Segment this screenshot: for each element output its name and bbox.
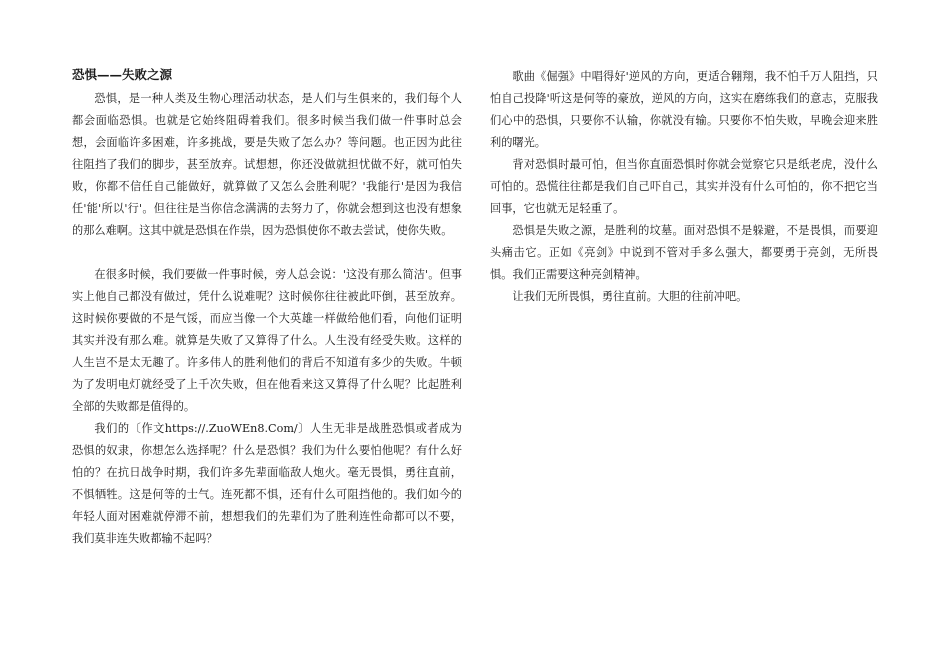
left-column bbox=[72, 66, 462, 550]
paragraph-gap bbox=[72, 242, 462, 264]
paragraph: 我们的〔作文https://.ZuoWEn8.Com/〕人生无非是战胜恐惧或者成为恐惧的奴隶，你想怎么选择呢？什么是恐惧？我们为什么要怕他呢？有什么好怕的？在抗日战争时期，我们许多先辈面临敌人炮火。毫无畏惧，勇往直前，不惧牺牲。这是何等的士气。连死都不惧，还有什么可阻挡他的。我们如今的年轻人面对困难就停滞不前，想想我们的先辈们为了胜利连性命都可以不要，我们莫非连失败都输不起吗？ bbox=[72, 422, 462, 545]
paragraph: 恐惧，是一种人类及生物心理活动状态，是人们与生俱来的，我们每个人都会面临恐惧。也就是它始终阻碍着我们。很多时候当我们做一件事时总会想，会面临许多困难，许多挑战，要是失败了怎么办？等问题。也正因为此往往阻挡了我们的脚步，甚至放弃。试想想，你还没做就担忧做不好，就可怕失败，你都不信任自己能做好，就算做了又怎么会胜利呢？'我能行'是因为我信任'能'所以'行'。但往往是当你信念满满的去努力了，你就会想到这也没有想象的那么难啊。这其中就是恐惧在作祟，因为恐惧使你不敢去尝试，使你失败。 bbox=[72, 92, 462, 237]
paragraph: 恐惧是失败之源，是胜利的坟墓。面对恐惧不是躲避，不是畏惧，而要迎头痛击它。正如《亮剑》中说到不管对手多么强大，都要勇于亮剑，无所畏惧。我们正需要这种亮剑精神。 bbox=[490, 224, 878, 281]
paragraph: 让我们无所畏惧，勇往直前。大胆的往前冲吧。 bbox=[512, 290, 748, 303]
paragraph: 背对恐惧时最可怕，但当你直面恐惧时你就会觉察它只是纸老虎，没什么可怕的。恐慌往往都是我们自己吓自己，其实并没有什么可怕的，你不把它当回事，它也就无足轻重了。 bbox=[490, 158, 878, 215]
right-column bbox=[490, 66, 878, 308]
paragraph: 在很多时候，我们要做一件事时候，旁人总会说：'这没有那么简洁'。但事实上他自己都没有做过，凭什么说难呢？这时候你往往被此吓倒，甚至放弃。这时候你要做的不是气馁，而应当像一个大英雄一样做给他们看，向他们证明其实并没有那么难。就算是失败了又算得了什么。人生没有经受失败。这样的人生岂不是太无趣了。许多伟人的胜利他们的背后不知道有多少的失败。牛顿为了发明电灯就经受了上千次失败，但在他看来这又算得了什么呢？比起胜利全部的失败都是值得的。 bbox=[72, 268, 462, 413]
article-title: 恐惧——失败之源 bbox=[72, 67, 173, 82]
paragraph: 歌曲《倔强》中唱得好'逆风的方向，更适合翱翔，我不怕千万人阻挡，只怕自己投降'听这是何等的豪放，逆风的方向，这实在磨练我们的意志，克服我们心中的恐惧，只要你不认输，你就没有输。只要你不怕失败，早晚会迎来胜利的曙光。 bbox=[490, 70, 878, 149]
